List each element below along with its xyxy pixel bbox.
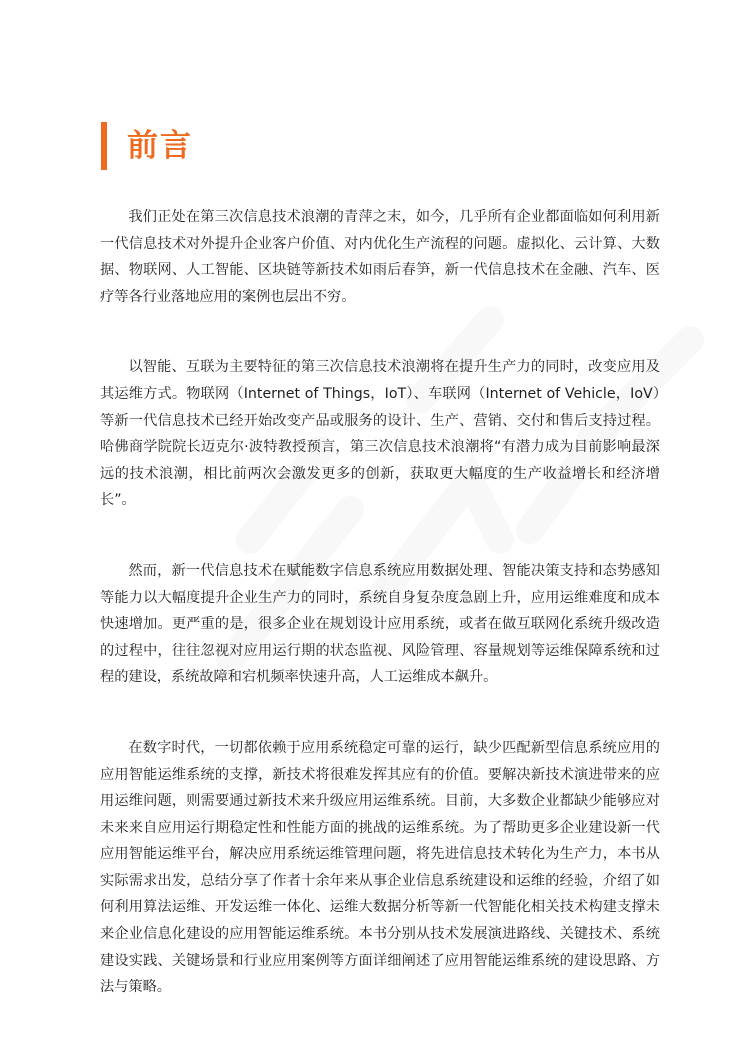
heading-accent-bar <box>101 122 107 170</box>
page-title: 前言 <box>127 128 193 164</box>
paragraph-2: 以智能、互联为主要特征的第三次信息技术浪潮将在提升生产力的同时，改变应用及其运维方式。物联网（Internet of Things，IoT）、车联网（Internet of Vehicle，IoV）等新一代信息技术已经开始改变产品或服务的设计、生产、营销、交付和售后支持过程。哈佛商学院院长迈克尔·波特教授预言，第三次信息技术浪潮将“有潜力成为目前影响最深远的技术浪潮，相比前两次会激发更多的创新，获取更大幅度的生产收益增长和经济增长”。 <box>100 359 660 509</box>
paragraph-3: 然而，新一代信息技术在赋能数字信息系统应用数据处理、智能决策支持和态势感知等能力以大幅度提升企业生产力的同时，系统自身复杂度急剧上升，应用运维难度和成本快速增加。更严重的是，很多企业在规划设计应用系统，或者在做互联网化系统升级改造的过程中，往往忽视对应用运行期的状态监视、风险管理、容量规划等运维保障系统和过程的建设，系统故障和宕机频率快速升高，人工运维成本飙升。 <box>100 562 660 686</box>
paragraph-1: 我们正处在第三次信息技术浪潮的青萍之末，如今，几乎所有企业都面临如何利用新一代信息技术对外提升企业客户价值、对内优化生产流程的问题。虚拟化、云计算、大数据、物联网、人工智能、区块链等新技术如雨后春笋，新一代信息技术在金融、汽车、医疗等各行业落地应用的案例也层出不穷。 <box>100 209 660 305</box>
preface-heading <box>101 122 193 170</box>
preface-body <box>100 204 660 1045</box>
paragraph-4: 在数字时代，一切都依赖于应用系统稳定可靠的运行，缺少匹配新型信息系统应用的应用智能运维系统的支撑，新技术将很难发挥其应有的价值。要解决新技术演进带来的应用运维问题，则需要通过新技术来升级应用运维系统。目前，大多数企业都缺少能够应对未来来自应用运行期稳定性和性能方面的挑战的运维系统。为了帮助更多企业建设新一代应用智能运维平台，解决应用系统运维管理问题，将先进信息技术转化为生产力，本书从实际需求出发，总结分享了作者十余年来从事企业信息系统建设和运维的经验，介绍了如何利用算法运维、开发运维一体化、运维大数据分析等新一代智能化相关技术构建支撑未来企业信息化建设的应用智能运维系统。本书分别从技术发展演进路线、关键技术、系统建设实践、关键场景和行业应用案例等方面详细阐述了应用智能运维系统的建设思路、方法与策略。 <box>100 739 660 996</box>
